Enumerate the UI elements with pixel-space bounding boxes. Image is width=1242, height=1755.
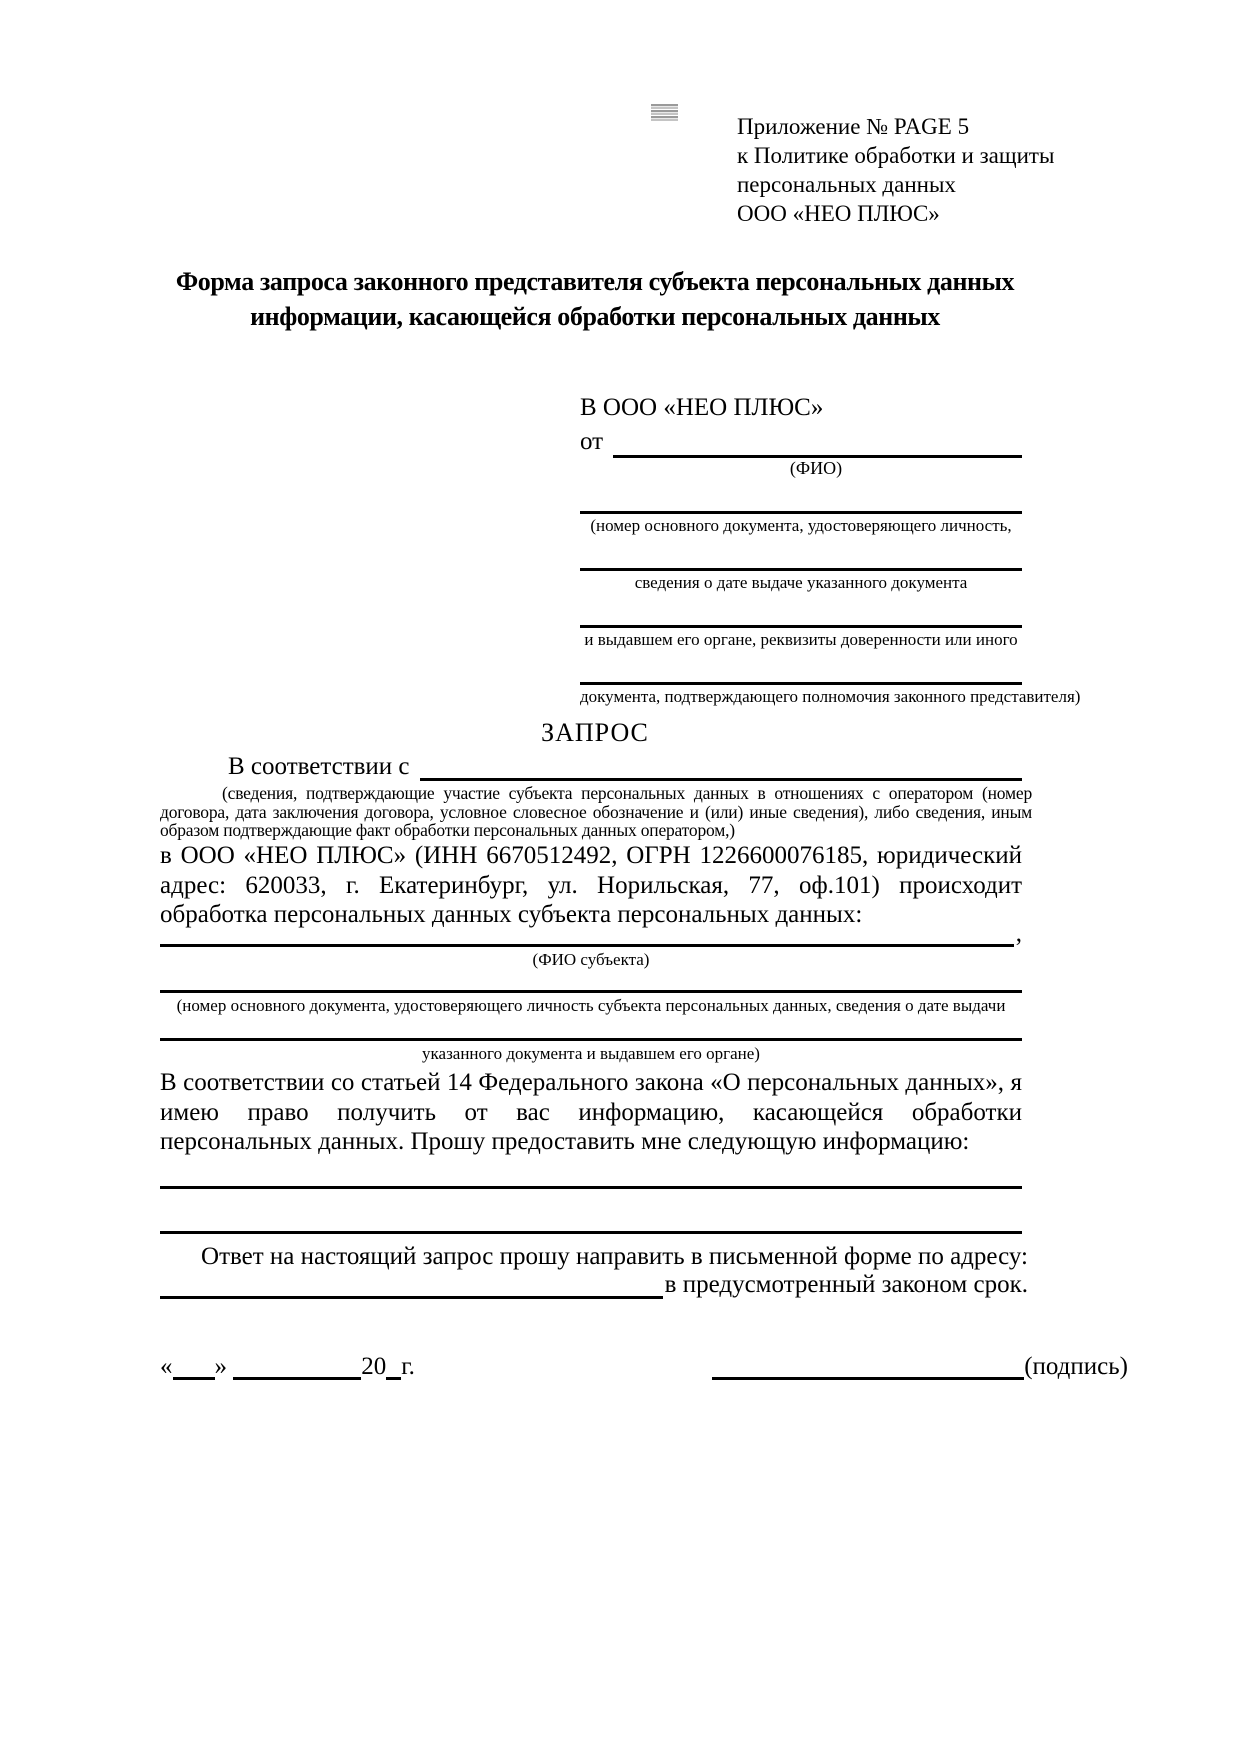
subject-doc-blank-line-2 [160, 1016, 1022, 1041]
quote-close: » [214, 1353, 227, 1380]
subject-fio-field-row [160, 918, 1022, 947]
year-blank [386, 1352, 401, 1380]
representative-doc-field [580, 542, 1022, 593]
quote-open: « [160, 1353, 173, 1380]
intro-caption: (сведения, подтверждающие участие субъекта персональных данных в отношениях с оператором (номер договора, дата заключения договора, условное словесное обозначение и (или) иные сведения), либо сведения, иным образом подтверждающие факт обработки персональных данных оператором,) [160, 783, 1032, 840]
intro-label: В соответствии с [228, 753, 410, 780]
doc-issuer-caption: и выдавшем его органе, реквизиты доверенности или иного [584, 630, 1018, 649]
reply-address-blank-line [160, 1270, 663, 1299]
doc-issuer-blank-line [580, 599, 1022, 628]
date-signature-row [160, 1352, 1128, 1381]
doc-date-caption: сведения о дате выдаче указанного документа [634, 573, 968, 592]
subject-doc-caption-2: указанного документа и выдавшем его органе) [422, 1044, 760, 1063]
document-header [737, 112, 1054, 228]
operator-paragraph: в ООО «НЕО ПЛЮС» (ИНН 6670512492, ОГРН 1226600076185, юридический адрес: 620033, г. Екатеринбург, ул. Норильская, 77, оф.101) происходит обработка персональных данных субъекта персональных данных: [160, 842, 1022, 928]
page-title-line2: информации, касающейся обработки персональных данных [250, 302, 940, 331]
signature-caption: (подпись) [1024, 1353, 1128, 1380]
day-blank [173, 1352, 215, 1380]
year-prefix: 20 [361, 1353, 387, 1380]
representative-doc-field [580, 599, 1022, 650]
month-blank [233, 1352, 361, 1380]
year-suffix: г. [401, 1353, 415, 1380]
header-line-policy: к Политике обработки и защиты [737, 143, 1055, 168]
embedded-field-icon [651, 104, 678, 122]
addressee-organization: В ООО «НЕО ПЛЮС» [580, 394, 824, 421]
reply-address-line2 [160, 1270, 1028, 1299]
request-heading: ЗАПРОС [541, 718, 649, 747]
doc-authority-blank-line [580, 656, 1022, 685]
subject-line-comma: , [1015, 920, 1022, 947]
doc-date-blank-line [580, 542, 1022, 571]
signature-field [712, 1352, 1128, 1381]
from-fio-blank-line [613, 427, 1022, 458]
reply-address-line1: Ответ на настоящий запрос прошу направить в письменной форме по адресу: [201, 1243, 1028, 1270]
representative-doc-field [580, 656, 1081, 707]
subject-doc-caption-1: (номер основного документа, удостоверяющего личность субъекта персональных данных, сведения о дате выдачи [176, 996, 1006, 1015]
from-label: от [580, 428, 604, 455]
from-field-row [580, 426, 1022, 458]
info-blank-line-1 [160, 1164, 1022, 1189]
doc-authority-caption: документа, подтверждающего полномочия законного представителя) [580, 687, 1081, 706]
subject-fio-blank-line [160, 918, 1014, 947]
fio-caption: (ФИО) [789, 458, 843, 478]
page-title-line1: Форма запроса законного представителя субъекта персональных данных [175, 267, 1015, 296]
header-line-company: ООО «НЕО ПЛЮС» [737, 201, 940, 226]
addressee-block [580, 392, 1081, 707]
reply-deadline-text: в предусмотренный законом срок. [664, 1271, 1028, 1298]
subject-fio-caption: (ФИО субъекта) [532, 950, 650, 969]
intro-blank-line [420, 750, 1022, 781]
representative-doc-field [580, 485, 1022, 536]
header-line-appendix: Приложение № PAGE 5 [737, 114, 970, 139]
doc-number-caption: (номер основного документа, удостоверяющего личность, [590, 516, 1012, 535]
date-field [160, 1352, 415, 1381]
signature-blank-line [712, 1352, 1024, 1380]
intro-field-row [160, 750, 1022, 781]
law-paragraph: В соответствии со статьей 14 Федерального закона «О персональных данных», я имею право получить от вас информацию, касающейся обработки персональных данных. Прошу предоставить мне следующую информацию: [160, 1069, 1022, 1155]
doc-number-blank-line [580, 485, 1022, 514]
page-title [160, 264, 1030, 334]
subject-doc-blank-line-1 [160, 968, 1022, 993]
header-line-personal-data: персональных данных [737, 172, 956, 197]
info-blank-line-2 [160, 1209, 1022, 1234]
